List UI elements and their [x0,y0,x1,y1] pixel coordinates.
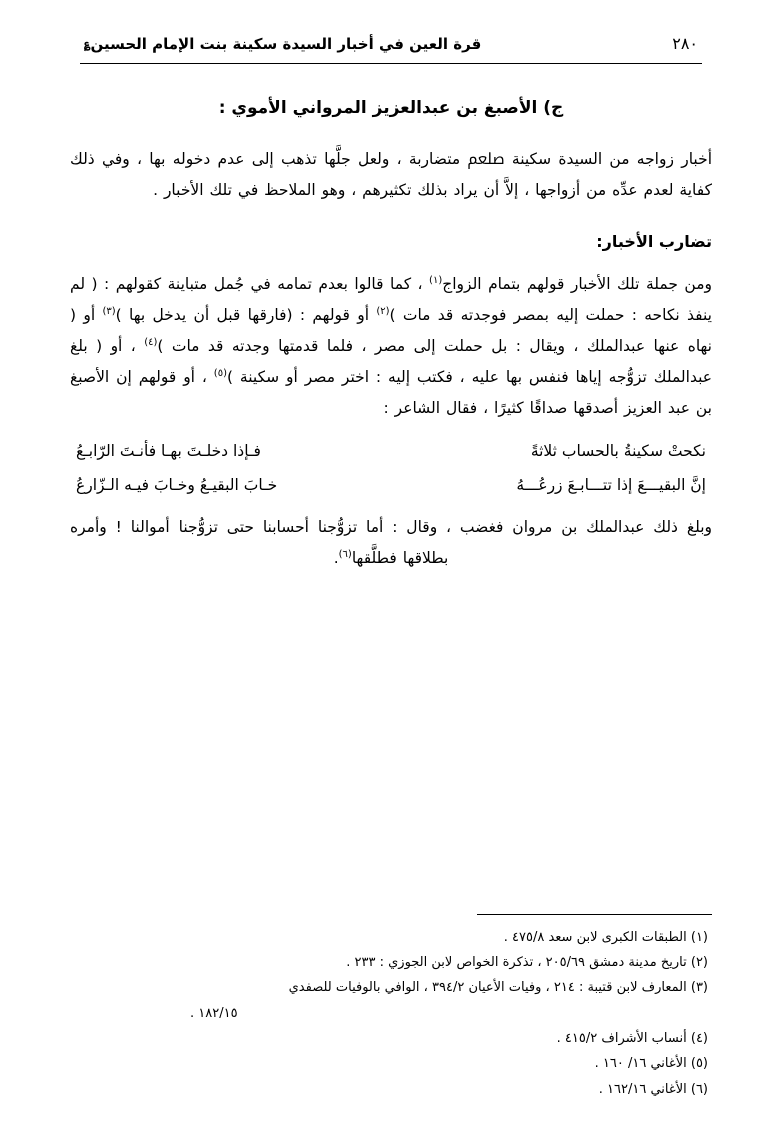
page-number: ٢٨٠ [672,34,698,53]
main-content [70,98,712,574]
page-header [70,28,712,59]
header-divider [80,63,702,64]
footnote-ref-3[interactable]: (٣) [102,306,116,317]
footnote-text: الأغاني ١٦٢/١٦ . [598,1081,687,1097]
footnote-text: ١٨٢/١٥ . [190,1005,238,1021]
footnote-marker: (٢) [690,954,708,970]
footnote-ref-1[interactable]: (١) [429,275,443,286]
running-title [84,35,481,53]
footnote-text: أنساب الأشراف ٤١٥/٢ . [556,1030,687,1046]
poem-block [70,442,712,494]
verse-line [70,476,712,494]
para2-seg-a: ومن جملة تلك الأخبار قولهم بتمام الزواج [442,275,712,293]
verse-line [70,442,712,460]
footnote-marker: (٣) [690,980,708,996]
footnote-ref-4[interactable]: (٤) [144,337,158,348]
footnote-text: المعارف لابن قتيبة : ٢١٤ ، وفيات الأعيان ٣٩٤/٢ ، الوافي بالوفيات للصفدي [288,980,687,996]
footnote-item [70,925,712,950]
footnote-text: الأغاني ١٦/ ١٦٠ . [594,1056,687,1072]
footnotes-section [70,914,712,1102]
footnote-text: الطبقات الكبرى لابن سعد ٤٧٥/٨ . [503,929,687,945]
footnote-item [70,1077,712,1102]
footnote-divider [477,914,712,915]
subsection-heading: تضارب الأخبار: [596,232,712,251]
section-heading: ج) الأصبغ بن عبدالعزيز المرواني الأموي : [218,98,564,118]
para2-seg-d: أو ( نهاه عنها عبدالملك ، ويقال : بل حملت إلى مصر ، فلما قدمتها وجدته قد مات ) [70,306,712,355]
para2-seg-c: أو قولهم : (فارقها قبل أن يدخل بها ) [115,306,370,324]
para2-seg-f: ، أو قولهم إن الأصبغ بن عبد العزيز أصدقها صداقًا كثيرًا ، فقال الشاعر : [70,368,712,417]
footnote-marker: (٦) [690,1081,708,1097]
hemistich-left: خـابَ البقيـعُ وخـابَ فيـه الـزّارعُ [76,476,278,494]
honorific-symbol: ؏ [84,37,91,50]
hemistich-left: فـإذا دخلـتَ بهـا فأنـتَ الرّابـعُ [76,442,261,460]
footnote-item [70,950,712,975]
footnote-text: تاريخ مدينة دمشق ٢٠٥/٦٩ ، تذكرة الخواص لابن الجوزي : ٢٣٣ . [346,954,687,970]
footnote-marker: (٥) [690,1056,708,1072]
paragraph-reports [70,269,712,424]
para3-end: . [333,549,339,567]
para3-seg-a: وبلغ ذلك عبدالملك بن مروان فغضب ، وقال : أما تزوُّجنا أحسابنا حتى تزوُّجنا أموالنا ! وأمره بطلاقها فطلَّقها [70,518,712,567]
footnote-marker: (١) [690,929,708,945]
running-title-text: قرة العين في أخبار السيدة سكينة بنت الإمام الحسين [90,35,482,53]
footnote-item [70,975,712,1000]
footnote-marker: (٤) [690,1030,708,1046]
paragraph-intro: أخبار زواجه من السيدة سكينة ﷵ متضاربة ، ولعل جلَّها تذهب إلى عدم دخوله بها ، وفي ذلك كفاية لعدم عدِّه من أزواجها ، إلاَّ أن يراد بذلك تكثيرهم ، وهو الملاحظ في تلك الأخبار . [70,150,712,199]
paragraph-conclusion [70,512,712,574]
footnote-continuation [70,1001,712,1026]
hemistich-right: نكحتْ سكينةُ بالحساب ثلاثةً [530,442,706,460]
footnote-ref-5[interactable]: (٥) [213,368,227,379]
para2-seg-b: ، كما قالوا بعدم تمامه في جُمل متباينة كقولهم : ( لم ينفذ نكاحه : حملت إليه بمصر فوجدته قد مات ) [70,275,712,324]
footnote-ref-2[interactable]: (٢) [376,306,390,317]
para2-seg-e: ، أو ( بلغ عبدالملك تزوُّجه إياها فنفس بها عليه ، فكتب إليه : اختر مصر أو سكينة ) [70,337,713,386]
footnote-item [70,1026,712,1051]
footnote-item [70,1051,712,1076]
hemistich-right: إنَّ البقيـــعَ إذا تتـــابـعَ زرعُـــهُ [516,476,706,494]
footnote-ref-6[interactable]: (٦) [338,549,352,560]
